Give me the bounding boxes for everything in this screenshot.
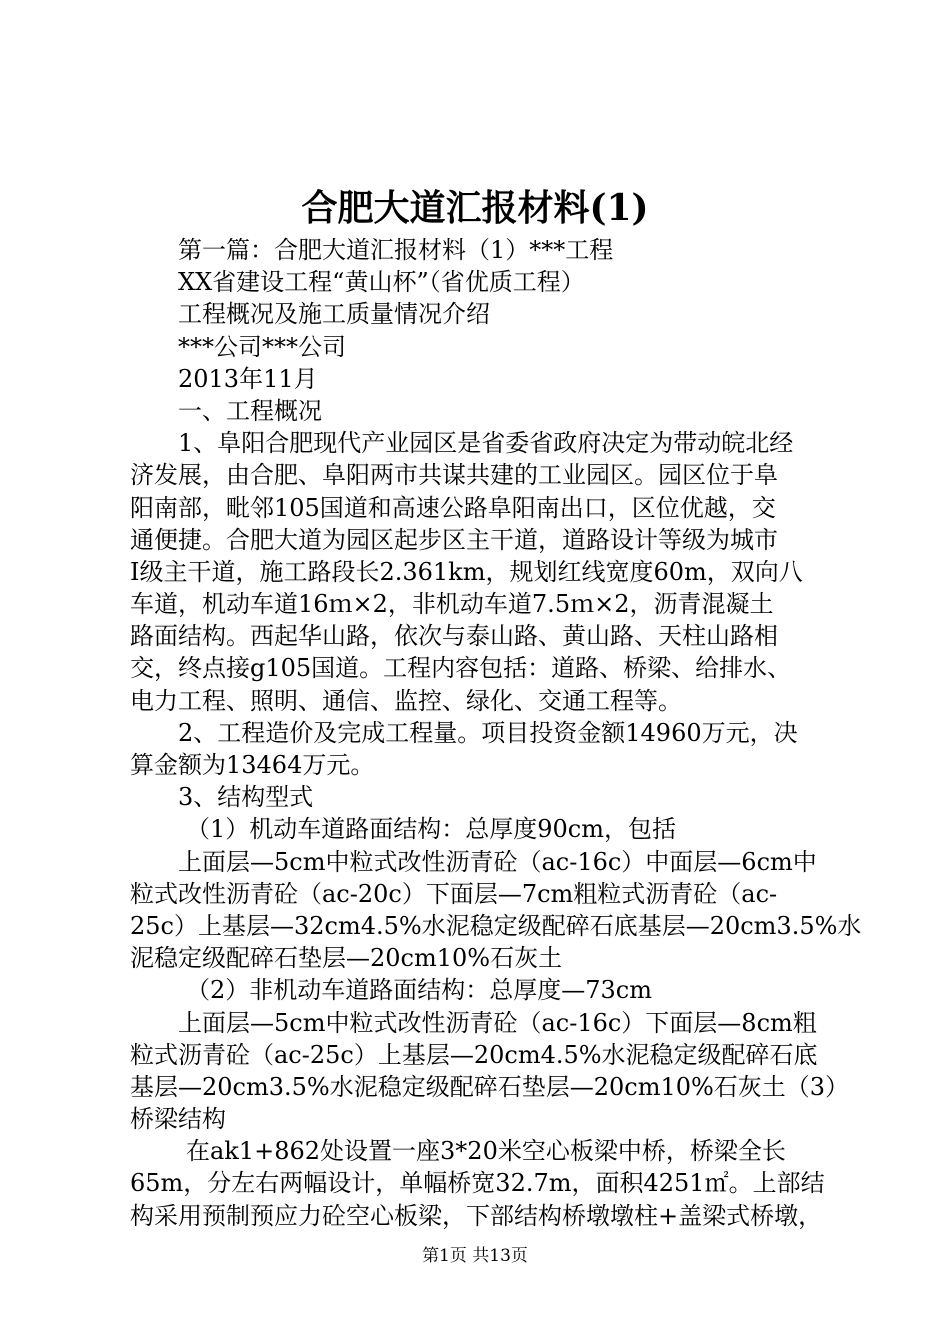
text-line: 泥稳定级配碎石垫层—20cm10%石灰土 — [130, 944, 563, 973]
text-line: 电力工程、照明、通信、监控、绿化、交通工程等。 — [130, 686, 682, 715]
text-line: 算金额为13464万元。 — [130, 751, 375, 779]
document-title: 合肥大道汇报材料(1) — [301, 187, 649, 229]
text-line: 粒式改性沥青砼（ac-20c）下面层—7cm粗粒式沥青砼（ac- — [130, 879, 778, 908]
text-line: 基层—20cm3.5%水泥稳定级配碎石垫层—20cm10%石灰土（3） — [130, 1072, 850, 1101]
text-line: 3、结构型式 — [178, 783, 314, 812]
text-line: Ⅰ级主干道，施工路段长2.361km，规划红线宽度60m，双向八 — [130, 557, 803, 586]
text-line: 粒式沥青砼（ac-25c）上基层—20cm4.5%水泥稳定级配碎石底 — [130, 1040, 818, 1069]
text-line: 济发展，由合肥、阜阳两市共谋共建的工业园区。园区位于阜 — [130, 461, 778, 490]
text-line: 65m，分左右两幅设计，单幅桥宽32.7m，面积4251㎡。上部结 — [130, 1169, 825, 1198]
text-line: 上面层—5cm中粒式改性沥青砼（ac-16c）中面层—6cm中 — [178, 847, 817, 876]
text-line: 路面结构。西起华山路，依次与泰山路、黄山路、天柱山路相 — [130, 622, 778, 651]
document-body — [130, 234, 862, 1232]
text-line: 第一篇：合肥大道汇报材料（1）***工程 — [178, 236, 614, 264]
text-line: 构采用预制预应力砼空心板梁，下部结构桥墩墩柱+盖梁式桥墩， — [130, 1201, 823, 1230]
text-line: XX省建设工程“黄山杯”（省优质工程） — [178, 268, 585, 297]
text-line: 1、阜阳合肥现代产业园区是省委省政府决定为带动皖北经 — [178, 429, 794, 458]
text-line: 工程概况及施工质量情况介绍 — [178, 300, 490, 329]
text-line: 桥梁结构 — [130, 1105, 226, 1134]
text-line: （2）非机动车道路面结构：总厚度—73cm — [186, 976, 653, 1005]
text-line: 2、工程造价及完成工程量。项目投资金额14960万元，决 — [178, 718, 798, 747]
text-line: 上面层—5cm中粒式改性沥青砼（ac-16c）下面层—8cm粗 — [178, 1008, 817, 1037]
text-line: 阳南部，毗邻105国道和高速公路阜阳南出口，区位优越，交 — [130, 493, 776, 522]
text-line: 25c）上基层—32cm4.5%水泥稳定级配碎石底基层—20cm3.5%水 — [130, 911, 862, 940]
text-line: （1）机动车道路面结构：总厚度90cm，包括 — [186, 815, 677, 844]
text-line: 2013年11月 — [178, 364, 318, 393]
text-line: 在ak1+862处设置一座3*20米空心板梁中桥，桥梁全长 — [186, 1137, 786, 1166]
text-line: 通便捷。合肥大道为园区起步区主干道，道路设计等级为城市 — [130, 525, 778, 554]
text-line: 车道，机动车道16ｍ×2，非机动车道7.5ｍ×2，沥青混凝土 — [130, 590, 774, 619]
text-line: 交，终点接g105国道。工程内容包括：道路、桥梁、给排水、 — [130, 654, 792, 683]
text-line: 一、工程概况 — [178, 396, 322, 425]
page-footer: 第1页 共13页 — [422, 1246, 528, 1266]
text-line: ***公司***公司 — [178, 332, 346, 361]
